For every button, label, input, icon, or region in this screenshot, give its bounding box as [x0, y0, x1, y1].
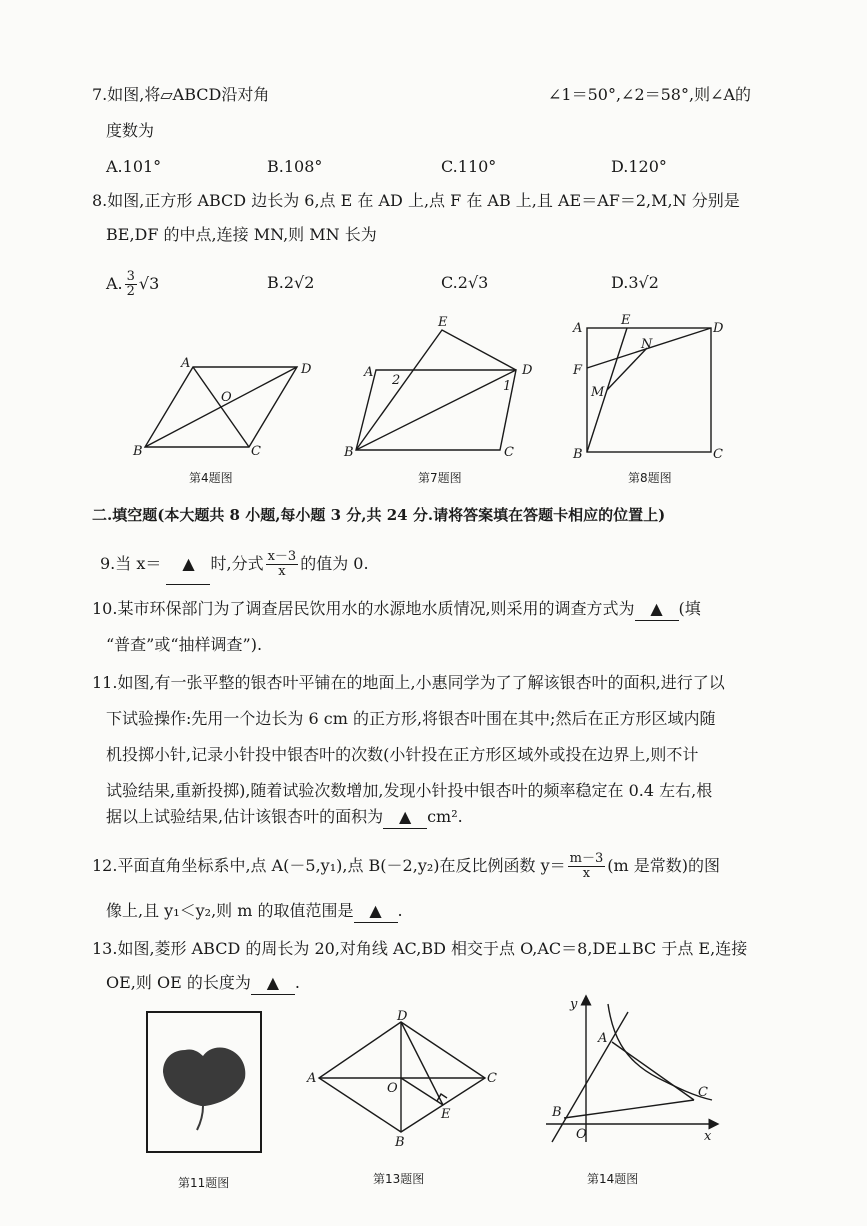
- fig13-label-e: E: [441, 1107, 451, 1122]
- fig14-caption: 第14题图: [587, 1172, 639, 1186]
- fig14-label-c: C: [698, 1085, 708, 1100]
- q11-answer-blank: ▲: [383, 806, 427, 829]
- fig14-segment-ac: [612, 1042, 694, 1100]
- fig7-label-2: 2: [392, 373, 401, 388]
- q9-answer-blank: ▲: [166, 544, 210, 585]
- fig7-label-1: 1: [503, 379, 512, 394]
- q12-fraction-denominator: x: [582, 866, 591, 881]
- fig14-label-a: A: [598, 1031, 608, 1046]
- fig7-label-e: E: [438, 315, 448, 330]
- q7-line1-end: ∠1＝50°,∠2＝58°,则∠A的: [548, 85, 752, 104]
- figure-q7-svg: [340, 312, 540, 464]
- q7-option-d: D.120°: [611, 157, 667, 176]
- q12-line1-suffix: (m 是常数)的图: [607, 856, 720, 875]
- q8-option-a-root: √3: [138, 274, 160, 293]
- figure-q8: [565, 310, 735, 466]
- fig14-label-x: x: [704, 1129, 712, 1144]
- fig7-label-c: C: [504, 445, 514, 460]
- figure-q13: [303, 1008, 503, 1148]
- q8-option-a-numerator: 3: [126, 269, 135, 284]
- q9-prefix: 9.当 x＝: [100, 554, 162, 573]
- figure-q14-svg: [538, 992, 728, 1150]
- fig4-label-o: O: [221, 390, 232, 405]
- fig8-label-d: D: [713, 321, 724, 336]
- q7-option-b: B.108°: [267, 157, 323, 176]
- q11-line3: 机投掷小针,记录小针投中银杏叶的次数(小针投在正方形区域外或投在边界上,则不计: [106, 745, 699, 764]
- fig8-label-n: N: [641, 337, 653, 352]
- q11-line1: 11.如图,有一张平整的银杏叶平铺在的地面上,小惠同学为了了解该银杏叶的面积,进行了以: [92, 673, 725, 692]
- q8-option-a-denominator: 2: [126, 284, 135, 299]
- q7-option-c: C.110°: [441, 157, 497, 176]
- q7-line2: 度数为: [106, 121, 155, 140]
- fig13-rhombus: [319, 1022, 485, 1132]
- q9-fraction: [266, 550, 299, 579]
- fig7-label-a: A: [364, 365, 374, 380]
- fig4-label-a: A: [181, 356, 191, 371]
- q8-option-c: C.2√3: [441, 273, 489, 292]
- q13-line2-prefix: OE,则 OE 的长度为: [106, 973, 251, 992]
- q13-line2: [106, 972, 300, 995]
- fig8-label-f: F: [573, 363, 583, 378]
- q9-fraction-denominator: x: [278, 564, 286, 579]
- q9-suffix: 的值为 0.: [300, 554, 369, 573]
- fig4-caption: 第4题图: [189, 471, 233, 485]
- fig14-segment-bc: [564, 1100, 694, 1118]
- q11-line5-text: 据以上试验结果,估计该银杏叶的面积为: [106, 807, 384, 826]
- q8-line2: BE,DF 的中点,连接 MN,则 MN 长为: [106, 225, 377, 244]
- q8-option-d: D.3√2: [611, 273, 659, 292]
- fig8-label-a: A: [573, 321, 583, 336]
- figure-q11-svg: [145, 1010, 265, 1158]
- q12-answer-blank: ▲: [354, 900, 398, 923]
- q10-line1: [92, 598, 701, 621]
- q12-fraction: [568, 852, 606, 881]
- q9-fraction-numerator: x－3: [267, 549, 297, 564]
- q8-line1: 8.如图,正方形 ABCD 边长为 6,点 E 在 AD 上,点 F 在 AB 上,且 AE＝AF＝2,M,N 分别是: [92, 191, 740, 210]
- fig13-caption: 第13题图: [373, 1172, 425, 1186]
- q8-option-a-prefix: A.: [106, 274, 123, 293]
- fig8-segment-mn: [607, 348, 647, 390]
- q12-line2: [106, 900, 403, 923]
- q11-line5: [106, 806, 463, 829]
- fig13-label-b: B: [395, 1135, 405, 1148]
- fig11-caption: 第11题图: [178, 1176, 230, 1190]
- q8-option-b: B.2√2: [267, 273, 315, 292]
- q8-option-a: [106, 264, 159, 304]
- fig4-diagonal-bd: [145, 367, 297, 447]
- q9-middle: 时,分式: [210, 554, 264, 573]
- fig8-caption: 第8题图: [628, 471, 672, 485]
- fig7-label-b: B: [344, 445, 354, 460]
- q11-unit: cm².: [427, 807, 463, 826]
- figure-q13-svg: [303, 1008, 503, 1148]
- fig7-folded-triangle: [356, 330, 516, 450]
- figure-q14: [538, 992, 728, 1150]
- fig7-label-d: D: [522, 363, 533, 378]
- q10-line2: “普查”或“抽样调查”).: [106, 635, 263, 654]
- fig8-label-b: B: [573, 447, 583, 462]
- figure-q4: [125, 355, 325, 465]
- fig13-label-c: C: [487, 1071, 497, 1086]
- fig4-label-d: D: [301, 362, 312, 377]
- q7-option-a: A.101°: [106, 157, 162, 176]
- q12-fraction-numerator: m－3: [569, 851, 604, 866]
- fig7-caption: 第7题图: [418, 471, 462, 485]
- fig4-label-b: B: [133, 444, 143, 459]
- section2-title: 二.填空题(本大题共 8 小题,每小题 3 分,共 24 分.请将答案填在答题卡相应的位置上): [92, 506, 666, 524]
- fig4-label-c: C: [251, 444, 261, 459]
- q10-answer-blank: ▲: [635, 598, 679, 621]
- fig11-ginkgo-leaf: [163, 1047, 245, 1106]
- fig13-label-o: O: [387, 1081, 398, 1096]
- q12-line1-prefix: 12.平面直角坐标系中,点 A(－5,y₁),点 B(－2,y₂)在反比例函数 y＝: [92, 856, 566, 875]
- fig14-label-y: y: [570, 997, 578, 1012]
- fig11-ginkgo-stem: [197, 1106, 203, 1130]
- q11-line2: 下试验操作:先用一个边长为 6 cm 的正方形,将银杏叶围在其中;然后在正方形区域内随: [106, 709, 716, 728]
- q13-answer-blank: ▲: [251, 972, 295, 995]
- q10-line1-end: (填: [678, 599, 701, 618]
- figure-q4-svg: [125, 355, 325, 465]
- q9: [100, 544, 369, 585]
- q13-line2-suffix: .: [294, 973, 300, 992]
- figure-q7: [340, 312, 540, 464]
- fig8-label-e: E: [621, 313, 631, 328]
- q7-line1-start: 7.如图,将▱ABCD沿对角: [92, 85, 270, 104]
- fig14-line-ab: [552, 1012, 628, 1142]
- fig7-diagonal-bd: [356, 370, 516, 450]
- q7-occlusion: [275, 80, 545, 108]
- fig13-label-a: A: [307, 1071, 317, 1086]
- fig13-segment-de: [401, 1022, 443, 1105]
- q12-line2-suffix: .: [397, 901, 403, 920]
- fig8-label-m: M: [591, 385, 605, 400]
- fig14-label-b: B: [552, 1105, 562, 1120]
- figure-q8-svg: [565, 310, 735, 466]
- figure-q11: [145, 1010, 265, 1158]
- fig14-label-o: O: [576, 1127, 587, 1142]
- q12-line2-prefix: 像上,且 y₁＜y₂,则 m 的取值范围是: [106, 901, 354, 920]
- fig13-label-d: D: [397, 1009, 408, 1024]
- q10-line1-text: 10.某市环保部门为了调查居民饮用水的水源地水质情况,则采用的调查方式为: [92, 599, 635, 618]
- q8-option-a-fraction: [125, 270, 137, 299]
- q11-line4: 试验结果,重新投掷),随着试验次数增加,发现小针投中银杏叶的频率稳定在 0.4 左右,根: [106, 781, 713, 800]
- fig8-label-c: C: [713, 447, 723, 462]
- q13-line1: 13.如图,菱形 ABCD 的周长为 20,对角线 AC,BD 相交于点 O,AC＝8,DE⊥BC 于点 E,连接: [92, 939, 748, 958]
- q12-line1: [92, 846, 720, 886]
